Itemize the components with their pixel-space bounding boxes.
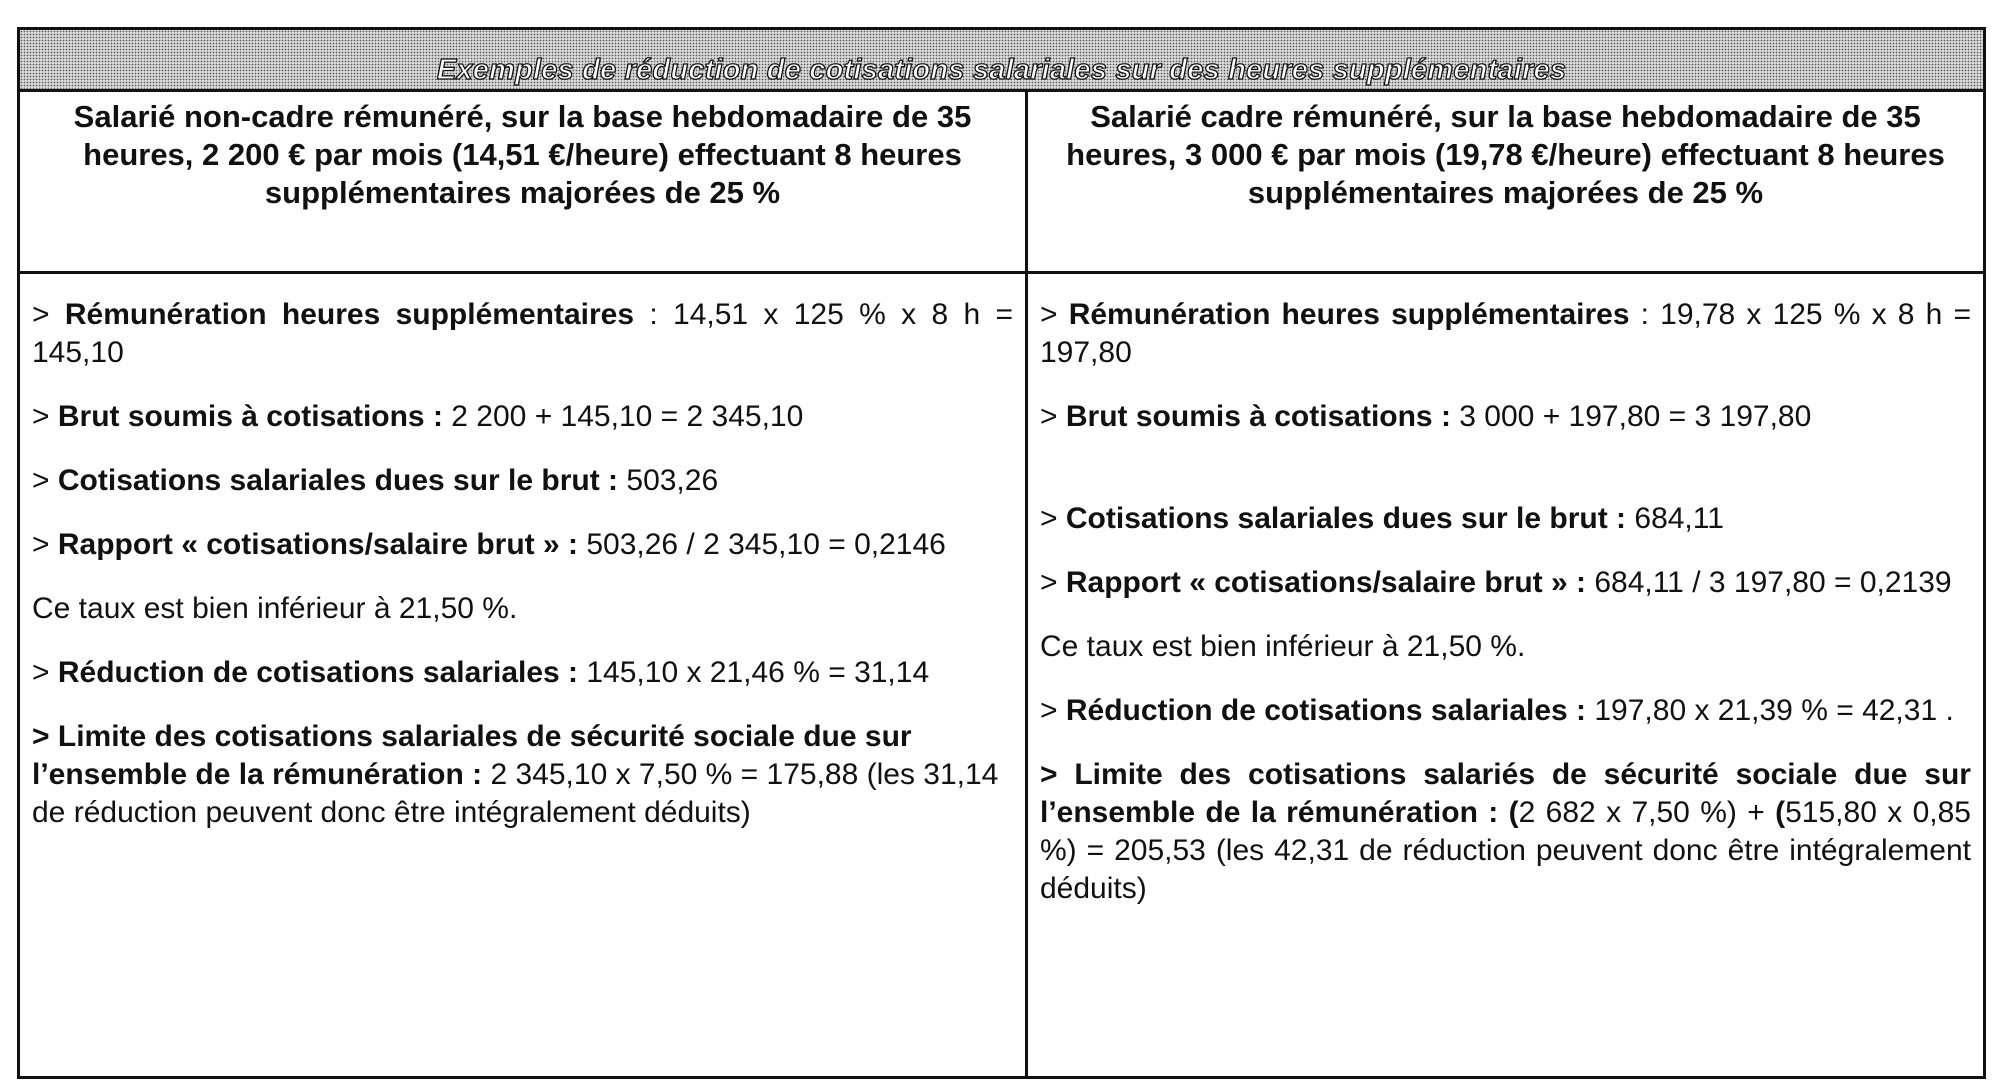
cadre-header: Salarié cadre rémunéré, sur la base hebdomadaire de 35 heures, 3 000 € par mois (19,78 €/heure) effectuant 8 heures supplémentaires majorées de 25 %	[1028, 92, 1983, 274]
cotisations-paragraph	[32, 462, 1013, 500]
cotisations-label: Cotisations salariales dues sur le brut :	[1065, 502, 1627, 535]
non-cadre-column	[20, 92, 1028, 1076]
reduction-label: Réduction de cotisations salariales :	[57, 656, 579, 689]
bullet-marker: >	[1040, 400, 1058, 433]
brut-value: 2 200 + 145,10 = 2 345,10	[442, 400, 804, 433]
remuneration-paragraph	[32, 296, 1013, 372]
remuneration-value: : 14,51 x 125 % x 8 h = 145,10	[32, 298, 1013, 369]
remuneration-label: Rémunération heures supplémentaires	[64, 298, 635, 331]
cotisations-value: 503,26	[618, 464, 719, 497]
limite-label: Limite des cotisations salariés de sécurité sociale due sur l’ensemble de la rémunération :	[1040, 758, 1971, 829]
remuneration-value: : 19,78 x 125 % x 8 h = 197,80	[1040, 298, 1971, 369]
cadre-calculations	[1028, 274, 1983, 908]
bullet-marker: >	[32, 400, 50, 433]
rapport-paragraph	[1040, 564, 1971, 602]
bullet-marker: >	[1040, 694, 1058, 727]
bullet-marker: >	[32, 720, 50, 753]
cadre-column	[1028, 92, 1983, 1076]
reduction-value: 145,10 x 21,46 % = 31,14	[578, 656, 930, 689]
rapport-value: 503,26 / 2 345,10 = 0,2146	[578, 528, 946, 561]
reduction-examples-table	[17, 27, 1986, 1079]
rapport-value: 684,11 / 3 197,80 = 0,2139	[1586, 566, 1952, 599]
brut-value: 3 000 + 197,80 = 3 197,80	[1450, 400, 1812, 433]
limite-open-paren: (	[1508, 796, 1519, 829]
reduction-value: 197,80 x 21,39 % = 42,31 .	[1586, 694, 1954, 727]
limite-part-b: 515,80 x 0,85 %) = 205,53 (les 42,31 de réduction peuvent donc être intégralement déduits)	[1040, 796, 1971, 905]
reduction-paragraph	[1040, 692, 1971, 730]
reduction-paragraph	[32, 654, 1013, 692]
cotisations-value: 684,11	[1626, 502, 1724, 535]
remuneration-label: Rémunération heures supplémentaires	[1068, 298, 1630, 331]
rapport-label: Rapport « cotisations/salaire brut » :	[57, 528, 578, 561]
limite-part-a: 2 682 x 7,50 %) +	[1518, 796, 1776, 829]
brut-label: Brut soumis à cotisations :	[57, 400, 443, 433]
bullet-marker: >	[1040, 298, 1058, 331]
taux-paragraph: Ce taux est bien inférieur à 21,50 %.	[32, 592, 518, 625]
non-cadre-header: Salarié non-cadre rémunéré, sur la base hebdomadaire de 35 heures, 2 200 € par mois (14,51 €/heure) effectuant 8 heures supplémentaires majorées de 25 %	[20, 92, 1025, 274]
bullet-marker: >	[32, 298, 50, 331]
table-title: Exemples de réduction de cotisations salariales sur des heures supplémentaires	[436, 54, 1567, 86]
brut-paragraph	[32, 398, 1013, 436]
cotisations-label: Cotisations salariales dues sur le brut :	[57, 464, 619, 497]
table-title-row	[20, 30, 1983, 92]
limite-label: Limite des cotisations salariales de sécurité sociale due sur l’ensemble de la rémunération :	[32, 720, 912, 791]
limite-value: 2 345,10 x 7,50 % = 175,88 (les 31,14 de réduction peuvent donc être intégralement déduits)	[32, 758, 999, 829]
bullet-marker: >	[1040, 758, 1058, 791]
bullet-marker: >	[32, 528, 50, 561]
limite-paragraph	[32, 718, 1013, 832]
remuneration-paragraph	[1040, 296, 1971, 372]
limite-open-paren-2: (	[1775, 796, 1786, 829]
bullet-marker: >	[1040, 502, 1058, 535]
reduction-label: Réduction de cotisations salariales :	[1065, 694, 1587, 727]
rapport-paragraph	[32, 526, 1013, 564]
brut-label: Brut soumis à cotisations :	[1065, 400, 1451, 433]
cotisations-paragraph	[1040, 500, 1971, 538]
non-cadre-calculations	[20, 274, 1025, 832]
bullet-marker: >	[32, 656, 50, 689]
rapport-label: Rapport « cotisations/salaire brut » :	[1065, 566, 1586, 599]
bullet-marker: >	[32, 464, 50, 497]
spacer	[1040, 462, 1971, 500]
bullet-marker: >	[1040, 566, 1058, 599]
brut-paragraph	[1040, 398, 1971, 436]
taux-paragraph: Ce taux est bien inférieur à 21,50 %.	[1040, 630, 1526, 663]
limite-paragraph	[1040, 756, 1971, 908]
